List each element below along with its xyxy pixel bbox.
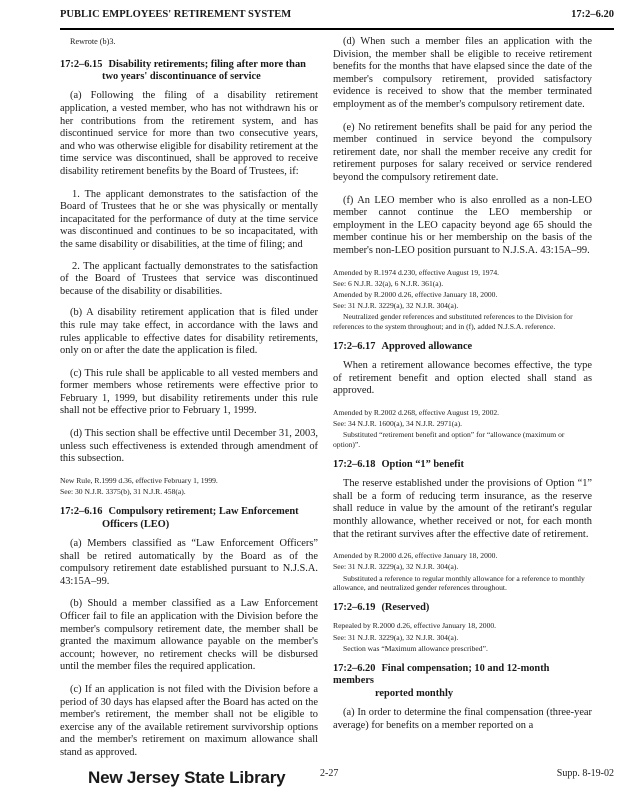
section-heading-6-19 — [333, 602, 592, 614]
section-heading-6-20 — [333, 663, 592, 700]
section-heading-6-16 — [60, 506, 318, 531]
history-line: Amended by R.2000 d.26, effective January 18, 2000. — [333, 289, 498, 299]
history-note — [60, 476, 318, 496]
section-title: Compulsory retirement; Law Enforcement — [108, 506, 299, 518]
paragraph-a-2: 2. The applicant factually demonstrates to the satisfaction of the Board of Trustees that service was discontinued because of the disability or disabilities. — [60, 260, 318, 297]
history-line: See: 6 N.J.R. 32(a), 6 N.J.R. 361(a). — [333, 278, 444, 288]
history-note — [333, 551, 592, 592]
paragraph-a: (a) Members classified as “Law Enforcement Officers” shall be retired automatically by the Board as of the compulsory retirement date established pursuant to N.J.S.A. 43:15A–99. — [60, 538, 318, 587]
section-number: 17:2–6.19 — [333, 601, 376, 613]
history-line: Amended by R.2002 d.268, effective August 19, 2002. — [333, 407, 500, 417]
history-note — [333, 408, 592, 449]
history-line: See: 34 N.J.R. 1600(a), 34 N.J.R. 2971(a). — [333, 419, 463, 429]
section-heading-6-15 — [60, 59, 318, 84]
section-number: 17:2–6.15 — [60, 58, 103, 70]
right-column — [333, 36, 592, 742]
history-line: See: 31 N.J.R. 3229(a), 32 N.J.R. 304(a). — [333, 632, 459, 642]
section-title-continued: Officers (LEO) — [102, 518, 170, 530]
paragraph-e: (e) No retirement benefits shall be paid for any period the member continued in service beyond the compulsory retirement date, nor shall the member receive any credit for retirement purposes for salary received or service rendered beyond the compulsory retirement date. — [333, 121, 592, 183]
history-line: Section was “Maximum allowance prescribed”. — [343, 643, 488, 653]
history-line: See: 31 N.J.R. 3229(a), 32 N.J.R. 304(a). — [333, 562, 459, 572]
supplement-date: Supp. 8-19-02 — [556, 768, 614, 779]
history-line: Amended by R.1974 d.230, effective August 19, 1974. — [333, 267, 500, 277]
section-title: (Reserved) — [381, 601, 430, 613]
left-column — [60, 36, 318, 770]
history-line: Substituted a reference to regular monthly allowance for a reference to monthly allowance, and neutralized gender references throughout. — [333, 573, 585, 592]
paragraph-b: (b) Should a member classified as a Law Enforcement Officer fail to file an application with the Division before the member's compulsory retirement date, the member shall be granted the maximum allowance payable on the member's account; however, no retirement checks will be disbursed until the member files the required application. — [60, 598, 318, 673]
history-line: Repealed by R.2000 d.26, effective January 18, 2000. — [333, 621, 497, 631]
history-line: New Rule, R.1999 d.36, effective February 1, 1999. — [60, 475, 218, 485]
paragraph-a-1: 1. The applicant demonstrates to the satisfaction of the Board of Trustees that he or she was physically or mentally incapacitated for the performance of duty at the time service was discontinued and continues to be so incapacitated, with the same disability or disabilities, at the time of filing; and — [60, 188, 318, 250]
history-line: Substituted “retirement benefit and option” for “allowance (maximum or option)”. — [333, 430, 565, 449]
paragraph-f: (f) An LEO member who is also enrolled as a non-LEO member cannot continue the LEO membership or employment in the LEO capacity beyond age 65 should the member continue his or her membership on the basis of the member's non-LEO position pursuant to N.J.S.A. 43:15A–99. — [333, 194, 592, 256]
paragraph-d: (d) When such a member files an application with the Division, the member shall be eligible to receive retirement benefits for the months that have elapsed since the date of the member's compulsory retirement, provided satisfactory evidence is received to show that the member terminated employment as of the member's compulsory retirement date. — [333, 36, 592, 110]
section-title: Option “1” benefit — [381, 458, 464, 470]
header-title: PUBLIC EMPLOYEES' RETIREMENT SYSTEM — [60, 9, 292, 20]
section-number: 17:2–6.18 — [333, 458, 376, 470]
history-note — [333, 621, 592, 653]
section-title: Approved allowance — [381, 340, 473, 352]
rewrote-note: Rewrote (b)3. — [70, 37, 116, 46]
header-rule — [60, 28, 614, 30]
page-footer — [60, 760, 614, 790]
header-section-range: 17:2–6.20 — [571, 9, 614, 20]
history-line: See: 31 N.J.R. 3229(a), 32 N.J.R. 304(a). — [333, 301, 459, 311]
running-header — [60, 9, 614, 27]
history-line: Amended by R.2000 d.26, effective January 18, 2000. — [333, 551, 498, 561]
paragraph-b: (b) A disability retirement application that is filed under this rule may take effect, in accordance with the laws and rules applicable to effective dates for disability retirements, only on or after the date the application is filed. — [60, 307, 318, 357]
paragraph-d: (d) This section shall be effective until December 31, 2003, unless such effectiveness is extended through amendment of this subsection. — [60, 428, 318, 465]
section-title-continued: two years' discontinuance of service — [102, 71, 261, 82]
section-number: 17:2–6.20 — [333, 662, 376, 674]
page-number: 2-27 — [320, 768, 339, 779]
paragraph-a: (a) In order to determine the final compensation (three-year average) for benefits on a member reported on a — [333, 707, 592, 731]
section-number: 17:2–6.16 — [60, 506, 103, 518]
section-number: 17:2–6.17 — [333, 340, 376, 352]
section-heading-6-17 — [333, 341, 592, 353]
history-line: Neutralized gender references and substituted references to the Division for references to the system throughout; and in (f), added N.J.S.A. reference. — [333, 312, 573, 331]
paragraph-c: (c) If an application is not filed with the Division before a period of 30 days has elapsed after the Board has acted on the member's retirement, the member shall not be eligible to exercise any of the available retirement survivorship options and the member's retirement on maximum allowance shall stand as approved. — [60, 684, 318, 758]
section-title: Final compensation; 10 and 12-month members — [333, 662, 550, 687]
history-note — [333, 268, 592, 331]
history-line: See: 30 N.J.R. 3375(b), 31 N.J.R. 458(a). — [60, 487, 186, 497]
paragraph-c: (c) This rule shall be applicable to all vested members and former members whose retirements were effective prior to February 1, 1999, but disability retirements under this rule shall not be effective prior to February 1, 1999. — [60, 367, 318, 417]
paragraph-body: When a retirement allowance becomes effective, the type of retirement benefit and option elected shall stand as approved. — [333, 360, 592, 397]
paragraph-a: (a) Following the filing of a disability retirement application, a vested member, who has not withdrawn his or her contributions from the retirement system, and has discontinued service for more than two consecutive years, and who was otherwise eligible for disability retirement at the time service was discontinued, shall be approved to receive disability retirement benefits by the Board of Trustees, if: — [60, 90, 318, 177]
section-title: Disability retirements; filing after more than — [108, 58, 306, 70]
section-title-continued: reported monthly — [375, 687, 454, 699]
paragraph-body: The reserve established under the provisions of Option “1” shall be a form of reducing term insurance, as the reserve shall reduce in value by the amount of the retirant's regular monthly allowance, whether received or not, for each month that the retirant survives after the effective date of retirement. — [333, 478, 592, 540]
library-stamp: New Jersey State Library — [88, 768, 286, 787]
section-heading-6-18 — [333, 459, 592, 471]
